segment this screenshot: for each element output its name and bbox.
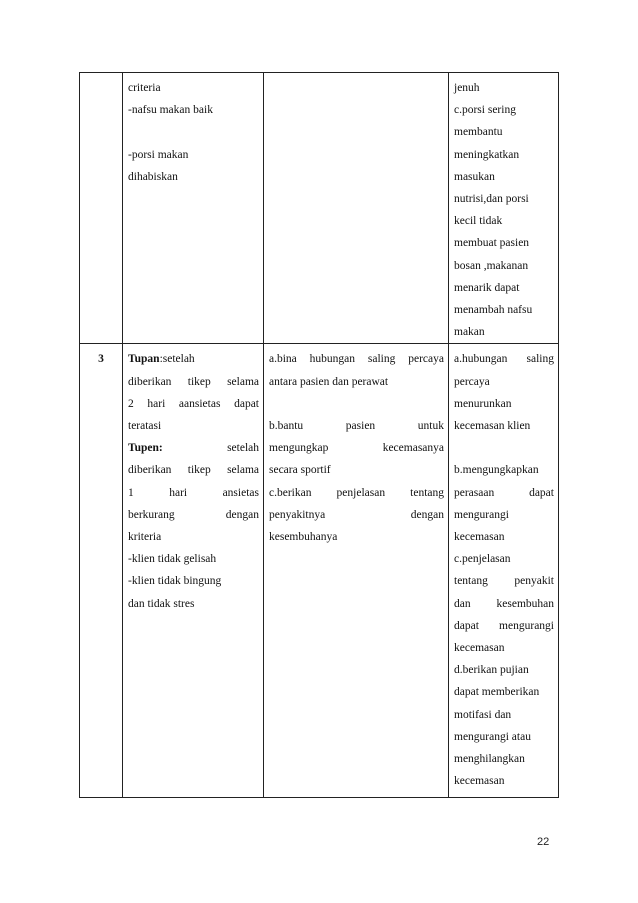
text-line: makan: [454, 326, 485, 339]
text-line: kecemasan: [454, 775, 505, 788]
intervention-cell: [264, 73, 449, 344]
text-line: menarik dapat: [454, 281, 520, 294]
text-line: menurunkan: [454, 397, 512, 410]
text-line: berkurang dengan: [128, 508, 259, 521]
text-line: b.mengungkapkan: [454, 464, 539, 477]
text-line: criteria: [128, 82, 161, 94]
nursing-care-table: [79, 72, 559, 798]
text-line: diberikan tikep selama: [128, 375, 259, 388]
text-line: penyakitnya dengan: [269, 508, 444, 521]
goal-cell: [123, 73, 264, 344]
text-line: c.porsi sering: [454, 104, 516, 117]
text-line: diberikan tikep selama: [128, 464, 259, 477]
text-line: tentang penyakit: [454, 575, 554, 588]
tupen-label: Tupen:: [128, 442, 163, 455]
page-number: 22: [537, 836, 550, 848]
text-line: c.penjelasan: [454, 553, 511, 566]
text-line: kesembuhanya: [269, 531, 338, 544]
text-line: kecemasan: [454, 642, 505, 655]
tupan-text: :setelah: [159, 353, 195, 366]
tupen-line: [128, 437, 259, 459]
text-line: c.berikan penjelasan tentang: [269, 486, 444, 499]
text-line: meningkatkan: [454, 148, 520, 161]
table-row: [80, 73, 559, 344]
text-line: kriteria: [128, 531, 162, 544]
text-line: 2 hari aansietas dapat: [128, 397, 259, 410]
text-line: b.bantu pasien untuk: [269, 420, 444, 433]
text-line: secara sportif: [269, 464, 331, 477]
text-line: kecemasan: [454, 531, 505, 544]
text-line: 1 hari ansietas: [128, 486, 259, 499]
row-number-cell: 3: [80, 344, 123, 798]
tupen-text: setelah: [227, 442, 259, 455]
text-line: -klien tidak bingung: [128, 575, 222, 588]
rationale-cell: [449, 344, 559, 798]
text-line: mengurangi atau: [454, 730, 531, 743]
text-line: mengurangi: [454, 508, 509, 521]
text-line: bosan ,makanan: [454, 259, 529, 272]
text-line: -nafsu makan baik: [128, 104, 213, 117]
text-line: -porsi makan: [128, 148, 189, 161]
row-number-cell: [80, 73, 123, 344]
text-line: teratasi: [128, 420, 162, 433]
text-line: menghilangkan: [454, 753, 525, 766]
text-line: dan kesembuhan: [454, 597, 554, 610]
text-line: percaya: [454, 375, 490, 388]
text-line: perasaan dapat: [454, 486, 554, 499]
tupan-label: Tupan: [128, 353, 160, 366]
text-line: mengungkap kecemasanya: [269, 442, 444, 455]
text-line: dan tidak stres: [128, 597, 195, 610]
text-line: d.berikan pujian: [454, 664, 529, 677]
text-line: jenuh: [454, 82, 480, 94]
text-line: a.hubungan saling: [454, 353, 554, 366]
text-line: -klien tidak gelisah: [128, 553, 217, 566]
text-line: dapat memberikan: [454, 686, 540, 699]
text-line: membantu: [454, 126, 503, 139]
text-line: motifasi dan: [454, 708, 512, 721]
tupan-line: [128, 348, 259, 370]
text-line: nutrisi,dan porsi: [454, 193, 529, 206]
intervention-cell: [264, 344, 449, 798]
text-line: dihabiskan: [128, 170, 178, 183]
text-line: a.bina hubungan saling percaya: [269, 353, 444, 366]
goal-cell: [123, 344, 264, 798]
table-row: [80, 344, 559, 798]
text-line: dapat mengurangi: [454, 619, 554, 632]
text-line: antara pasien dan perawat: [269, 375, 389, 388]
rationale-cell: [449, 73, 559, 344]
text-line: kecemasan klien: [454, 420, 531, 433]
text-line: masukan: [454, 170, 495, 183]
text-line: kecil tidak: [454, 215, 503, 228]
text-line: membuat pasien: [454, 237, 530, 250]
text-line: menambah nafsu: [454, 304, 533, 317]
